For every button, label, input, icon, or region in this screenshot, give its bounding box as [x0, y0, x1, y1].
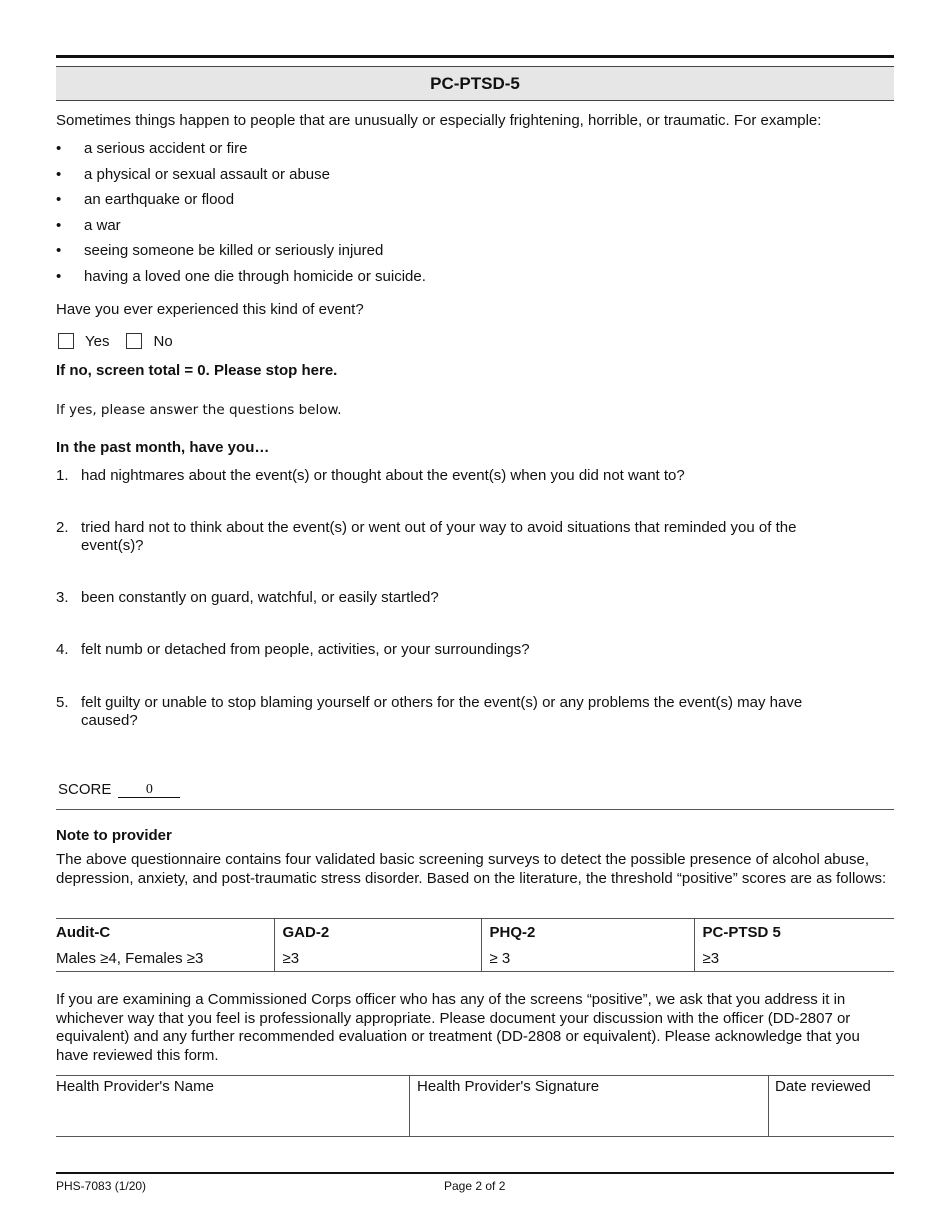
- yes-checkbox[interactable]: [58, 333, 74, 349]
- table-cell: ≥3: [274, 946, 481, 972]
- date-reviewed-label: Date reviewed: [775, 1078, 871, 1095]
- table-header-cell: PHQ-2: [481, 919, 694, 946]
- table-row: [56, 946, 894, 972]
- provider-name-field[interactable]: [56, 1076, 408, 1137]
- signature-divider: [409, 1076, 410, 1137]
- past-month-heading: In the past month, have you…: [56, 439, 270, 456]
- score-field[interactable]: 0: [118, 780, 180, 798]
- bullet-icon: •: [56, 165, 62, 183]
- yes-label: Yes: [85, 332, 110, 350]
- table-cell: ≥ 3: [481, 946, 694, 972]
- question-text: tried hard not to think about the event(s) or went out of your way to avoid situations that reminded you of the event(s)?: [81, 519, 797, 554]
- table-cell: Males ≥4, Females ≥3: [56, 946, 274, 972]
- bullet-icon: •: [56, 267, 62, 285]
- signature-block: [56, 1075, 894, 1137]
- provider-signature-field[interactable]: [417, 1076, 767, 1137]
- section-divider: [56, 809, 894, 810]
- signature-divider: [768, 1076, 769, 1137]
- question-text: had nightmares about the event(s) or thought about the event(s) when you did not want to?: [81, 467, 685, 484]
- page-number: Page 2 of 2: [444, 1179, 506, 1193]
- note-text: The above questionnaire contains four validated basic screening surveys to detect the possible presence of alcohol abuse, depression, anxiety, and post-traumatic stress disorder. Based on the literature, the threshold “positive” scores are as follows:: [56, 851, 887, 887]
- question-number: 3.: [56, 589, 69, 606]
- stop-instruction: If no, screen total = 0. Please stop here.: [56, 362, 338, 379]
- list-item: • seeing someone be killed or seriously injured: [56, 242, 384, 259]
- table-header-cell: Audit-C: [56, 919, 274, 946]
- list-item: • a serious accident or fire: [56, 140, 248, 157]
- table-header-cell: GAD-2: [274, 919, 481, 946]
- bottom-rule: [56, 1172, 894, 1174]
- question-number: 2.: [56, 519, 69, 536]
- top-rule: [56, 55, 894, 58]
- bullet-icon: •: [56, 242, 62, 259]
- date-reviewed-field[interactable]: [775, 1076, 893, 1137]
- table-header-row: [56, 919, 894, 946]
- no-checkbox[interactable]: [126, 333, 142, 349]
- provider-signature-label: Health Provider's Signature: [417, 1078, 600, 1095]
- bullet-icon: •: [56, 191, 62, 208]
- score-label: SCORE: [58, 781, 112, 798]
- yes-no-group: [58, 331, 190, 351]
- example-list: [56, 140, 856, 293]
- question-number: 4.: [56, 641, 69, 658]
- bullet-icon: •: [56, 140, 62, 157]
- list-item: • having a loved one die through homicide or suicide.: [56, 267, 426, 285]
- table-header-cell: PC-PTSD 5: [694, 919, 894, 946]
- list-item: • an earthquake or flood: [56, 191, 235, 208]
- form-title: PC-PTSD-5: [56, 66, 894, 101]
- question-text: felt numb or detached from people, activities, or your surroundings?: [81, 641, 530, 658]
- form-number: PHS-7083 (1/20): [56, 1179, 147, 1193]
- experience-question: Have you ever experienced this kind of event?: [56, 301, 364, 318]
- provider-name-label: Health Provider's Name: [56, 1078, 214, 1095]
- list-item: • a war: [56, 216, 121, 234]
- score-row: [58, 780, 180, 798]
- bullet-icon: •: [56, 216, 62, 234]
- if-yes-instruction: If yes, please answer the questions below.: [56, 402, 342, 418]
- question-number: 5.: [56, 694, 69, 711]
- threshold-table: [56, 918, 894, 972]
- question-text: been constantly on guard, watchful, or easily startled?: [81, 589, 439, 606]
- table-cell: ≥3: [694, 946, 894, 972]
- question-number: 1.: [56, 467, 69, 484]
- note-title: Note to provider: [56, 827, 172, 844]
- provider-instructions: If you are examining a Commissioned Corps officer who has any of the screens “positive”, we ask that you address it in whichever way that you feel is professionally appropriate. Please document your discussion with the officer (DD-2807 or equivalent) and any further recommended evaluation or treatment (DD-2808 or equivalent). Please acknowledge that you have reviewed this form.: [56, 991, 860, 1064]
- question-text: felt guilty or unable to stop blaming yourself or others for the event(s) or any problems the event(s) may have caused?: [81, 694, 803, 729]
- no-label: No: [153, 332, 173, 350]
- intro-text: Sometimes things happen to people that are unusually or especially frightening, horrible, or traumatic. For example:: [56, 112, 822, 129]
- list-item: • a physical or sexual assault or abuse: [56, 165, 330, 183]
